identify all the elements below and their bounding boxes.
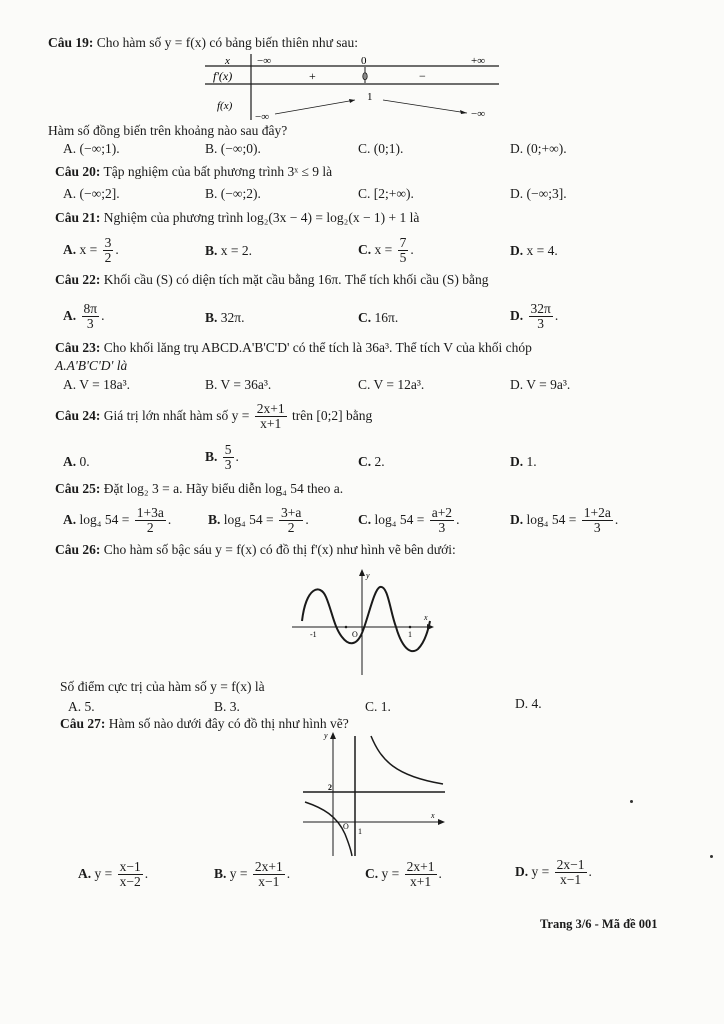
q27-option-c[interactable]: C. y = $\frac{2x+1}{x+1}$ . <box>365 859 442 890</box>
table-row-f-label: f(x) <box>217 100 233 112</box>
q20-label: Câu 20: <box>55 164 101 179</box>
y-axis-label: y <box>324 731 328 740</box>
q21-option-c[interactable]: C. x = $\frac{7}{5}$ . <box>358 235 414 266</box>
q27-option-b[interactable]: B. y = $\frac{2x+1}{x-1}$ . <box>214 859 291 890</box>
q22-option-b[interactable]: B. 32π. <box>205 310 245 325</box>
fraction: $\frac{x-1}{x-2}$ <box>119 859 141 890</box>
q19-stem <box>48 35 358 51</box>
q23-option-b[interactable]: B. V = 36a³. <box>205 377 272 392</box>
q26-option-c[interactable]: C. 1. <box>365 699 391 714</box>
q21-stem <box>55 210 419 226</box>
fraction: $\frac{1+2a}{3}$ <box>583 505 611 536</box>
q19-text: Cho hàm số y = f(x) có bảng biến thiên như sau: <box>96 35 359 50</box>
q24-option-b[interactable]: B. $\frac{5}{3}$ . <box>205 442 239 473</box>
q24-stem: Câu 24: Giá trị lớn nhất hàm số y = $\frac{2x+1}{x+1}$ trên [0;2] bằng <box>55 401 373 432</box>
q21-option-b[interactable]: B. x = 2. <box>205 243 253 258</box>
q24-label: Câu 24: <box>55 407 101 423</box>
q22-option-d[interactable]: D. $\frac{32\pi}{3}$ . <box>510 301 559 332</box>
q27-label: Câu 27: <box>60 716 106 731</box>
table-row-x-label: x <box>225 55 230 67</box>
q25-label: Câu 25: <box>55 481 101 496</box>
fraction: $\frac{2x+1}{x-1}$ <box>254 859 283 890</box>
q19-variation-table <box>205 54 505 124</box>
q26-option-d[interactable]: D. 4. <box>515 696 542 711</box>
q22-text: Khối cầu (S) có diện tích mặt cầu bằng 16π. Thể tích khối cầu (S) bằng <box>103 272 489 287</box>
q21-option-d[interactable]: D. x = 4. <box>510 243 558 258</box>
q24-option-c[interactable]: C. 2. <box>358 454 385 469</box>
asymptote-2-label: 2 <box>328 783 332 792</box>
q26-stem <box>55 542 456 558</box>
q26-label: Câu 26: <box>55 542 101 557</box>
q26-option-b[interactable]: B. 3. <box>214 699 240 714</box>
q27-option-d[interactable]: D. y = $\frac{2x-1}{x-1}$ . <box>515 857 592 888</box>
fraction: $\frac{2x+1}{x+1}$ <box>406 859 435 890</box>
fraction: $\frac{3+a}{2}$ <box>280 505 302 536</box>
q19-option-c[interactable]: C. (0;1). <box>358 141 404 156</box>
q20-text: Tập nghiệm của bất phương trình 3ˣ ≤ 9 là <box>103 164 333 179</box>
scan-dot <box>630 800 633 803</box>
q27-text: Hàm số nào dưới đây có đồ thị như hình vẽ? <box>108 716 349 731</box>
q19-option-a[interactable]: A. (−∞;1). <box>63 141 120 156</box>
tick-1: 1 <box>408 630 412 639</box>
fraction: $\frac{1+3a}{2}$ <box>136 505 164 536</box>
y-axis-label: y <box>366 571 370 580</box>
q25-option-b[interactable]: B. log₄ 54 = $\frac{3+a}{2}$ . <box>208 505 309 536</box>
q20-stem <box>55 164 332 180</box>
page-footer: Trang 3/6 - Mã đề 001 <box>540 917 658 931</box>
q21-text: Nghiệm của phương trình log₂(3x − 4) = log₂(x − 1) + 1 là <box>103 210 420 225</box>
f-val-left: −∞ <box>255 111 270 123</box>
fraction: $\frac{a+2}{3}$ <box>431 505 453 536</box>
q27-graph <box>295 730 455 858</box>
q26-option-a[interactable]: A. 5. <box>68 699 95 714</box>
q22-option-a[interactable]: A. $\frac{8\pi}{3}$ . <box>63 301 105 332</box>
q24-option-d[interactable]: D. 1. <box>510 454 537 469</box>
fraction: $\frac{5}{3}$ <box>224 442 232 473</box>
q23-option-a[interactable]: A. V = 18a³. <box>63 377 131 392</box>
q23-text2: A.A'B'C'D' là <box>55 358 128 373</box>
q26-question: Số điểm cực trị của hàm số y = f(x) là <box>60 679 265 694</box>
origin-label: O <box>352 630 358 639</box>
q26-graph <box>290 567 440 677</box>
q20-option-c[interactable]: C. [2;+∞). <box>358 186 414 201</box>
q26-text: Cho hàm số bậc sáu y = f(x) có đồ thị f'(x) như hình vẽ bên dưới: <box>103 542 456 557</box>
q22-stem <box>55 272 488 288</box>
q25-option-a[interactable]: A. log₄ 54 = $\frac{1+3a}{2}$ . <box>63 505 172 536</box>
q24-option-a[interactable]: A. 0. <box>63 454 90 469</box>
fraction: $\frac{2x+1}{x+1}$ <box>256 401 285 432</box>
q23-option-c[interactable]: C. V = 12a³. <box>358 377 425 392</box>
q21-option-a[interactable]: A. x = $\frac{3}{2}$ . <box>63 235 119 266</box>
q23-label: Câu 23: <box>55 340 101 355</box>
q20-option-b[interactable]: B. (−∞;2). <box>205 186 261 201</box>
q19-option-d[interactable]: D. (0;+∞). <box>510 141 567 156</box>
x-axis-label: x <box>424 613 428 622</box>
asymptote-1-label: 1 <box>358 827 362 836</box>
fraction: $\frac{32\pi}{3}$ <box>530 301 551 332</box>
scan-dot <box>710 855 713 858</box>
q25-option-d[interactable]: D. log₄ 54 = $\frac{1+2a}{3}$ . <box>510 505 619 536</box>
q19-question: Hàm số đồng biến trên khoảng nào sau đây? <box>48 123 288 138</box>
q19-option-b[interactable]: B. (−∞;0). <box>205 141 261 156</box>
q20-option-d[interactable]: D. (−∞;3]. <box>510 186 567 201</box>
fp-val-1: + <box>309 69 316 83</box>
f-val-top: 1 <box>367 91 373 103</box>
q19-label: Câu 19: <box>48 35 94 50</box>
q25-stem <box>55 481 343 497</box>
x-val-3: +∞ <box>471 55 486 67</box>
fraction: $\frac{7}{5}$ <box>399 235 407 266</box>
origin-label: O <box>343 822 349 831</box>
x-val-1: −∞ <box>257 55 272 67</box>
x-axis-label: x <box>431 811 435 820</box>
q25-text: Đặt log₂ 3 = a. Hãy biểu diễn log₄ 54 theo a. <box>103 481 344 496</box>
fraction: $\frac{2x-1}{x-1}$ <box>556 857 585 888</box>
fp-val-2: 0 <box>362 69 368 83</box>
q27-option-a[interactable]: A. y = $\frac{x-1}{x-2}$ . <box>78 859 149 890</box>
f-val-right: −∞ <box>471 108 486 120</box>
q22-option-c[interactable]: C. 16π. <box>358 310 399 325</box>
tick-minus-1: -1 <box>310 630 317 639</box>
q23-stem-line1 <box>55 340 532 356</box>
fraction: $\frac{3}{2}$ <box>104 235 112 266</box>
q23-text1: Cho khối lăng trụ ABCD.A'B'C'D' có thể tích là 36a³. Thể tích V của khối chóp <box>103 340 532 355</box>
fraction: $\frac{8\pi}{3}$ <box>83 301 98 332</box>
q23-option-d[interactable]: D. V = 9a³. <box>510 377 571 392</box>
fp-val-3: − <box>419 69 426 83</box>
x-val-2: 0 <box>361 55 367 67</box>
q20-option-a[interactable]: A. (−∞;2]. <box>63 186 120 201</box>
q22-label: Câu 22: <box>55 272 101 287</box>
q21-label: Câu 21: <box>55 210 101 225</box>
q25-option-c[interactable]: C. log₄ 54 = $\frac{a+2}{3}$ . <box>358 505 460 536</box>
table-row-fp-label: f'(x) <box>213 69 233 83</box>
